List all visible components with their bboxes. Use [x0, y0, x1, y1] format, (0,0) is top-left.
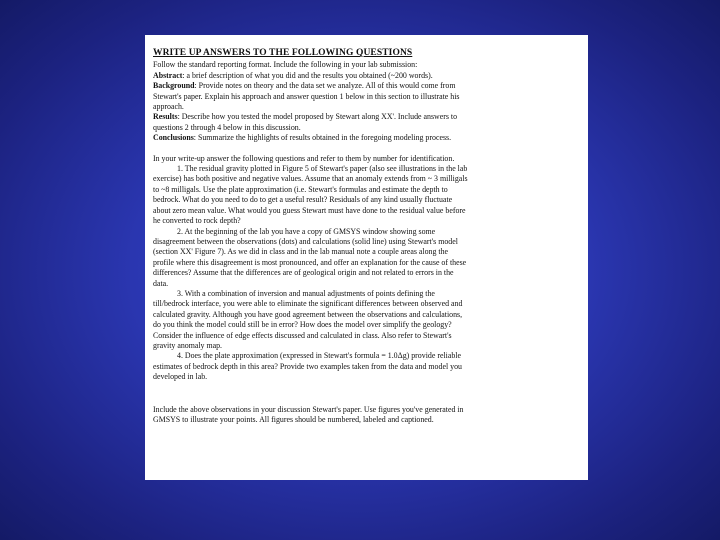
question-line: do you think the model could still be in error? How does the model over simplify the geology?: [153, 320, 452, 330]
question-line: calculated gravity. Although you have good agreement between the observations and calculations,: [153, 309, 463, 319]
question-line: data.: [153, 278, 169, 288]
intro-line: Follow the standard reporting format. Include the following in your lab submission:: [153, 60, 418, 70]
question-line: 1. The residual gravity plotted in Figure 5 of Stewart's paper (also see illustrations in the lab: [177, 164, 468, 174]
section-label: Abstract: [153, 70, 183, 80]
instruction-line: In your write-up answer the following questions and refer to them by number for identification.: [153, 153, 455, 163]
section-abstract: [153, 71, 578, 81]
question-line: till/bedrock interface, you were able to eliminate the significant differences between observed and: [153, 299, 463, 309]
question-2: [153, 227, 578, 289]
section-text: : Provide notes on theory and the data set we analyze. All of this would come from: [194, 81, 456, 91]
section-label: Background: [153, 81, 195, 91]
section-text: : Describe how you tested the model proposed by Stewart along XX'. Include answers to: [177, 112, 458, 122]
question-line: bedrock. What do you need to do to get a useful result? Residuals of any kind usually fluctuate: [153, 195, 453, 205]
section-text: : Summarize the highlights of results obtained in the foregoing modeling process.: [193, 133, 452, 143]
question-line: (section XX' Figure 7). As we did in class and in the lab manual note a couple areas along the: [153, 247, 449, 257]
question-line: he converted to rock depth?: [153, 216, 241, 226]
section-text: approach.: [153, 102, 184, 112]
document-page: [145, 35, 588, 480]
section-text: Stewart's paper. Explain his approach and answer question 1 below in this section to illustrate his: [153, 91, 460, 101]
question-line: profile where this disagreement is most pronounced, and offer an explanation for the cause of these: [153, 257, 467, 267]
section-text: questions 2 through 4 below in this discussion.: [153, 122, 301, 132]
section-text: : a brief description of what you did and the results you obtained (~200 words).: [182, 70, 433, 80]
closing-line: GMSYS to illustrate your points. All figures should be numbered, labeled and captioned.: [153, 415, 434, 424]
closing-paragraph: [153, 405, 578, 426]
question-line: differences? Assume that the differences are of geological origin and not related to errors in the: [153, 268, 454, 278]
page-heading: WRITE UP ANSWERS TO THE FOLLOWING QUESTIONS: [153, 48, 413, 58]
question-1: [153, 164, 578, 226]
section-results: [153, 112, 578, 133]
question-4: [153, 351, 578, 382]
section-label: Conclusions: [153, 133, 194, 143]
question-line: 2. At the beginning of the lab you have a copy of GMSYS window showing some: [177, 226, 436, 236]
question-line: 4. Does the plate approximation (expressed in Stewart's formula = 1.0Δg) provide reliable: [177, 351, 461, 361]
question-line: 3. With a combination of inversion and manual adjustments of points defining the: [177, 288, 435, 298]
question-line: estimates of bedrock depth in this area? Provide two examples taken from the data and model you: [153, 361, 462, 371]
question-line: gravity anomaly map.: [153, 340, 223, 350]
section-label: Results: [153, 112, 178, 122]
section-conclusions: [153, 133, 578, 143]
closing-line: Include the above observations in your discussion Stewart's paper. Use figures you've generated in: [153, 404, 464, 414]
section-background: [153, 81, 578, 112]
question-3: [153, 289, 578, 351]
question-line: disagreement between the observations (dots) and calculations (solid line) using Stewart's model: [153, 236, 458, 246]
question-line: exercise) has both positive and negative values. Assume that an anomaly extends from ~ 3 milligals: [153, 174, 468, 184]
question-line: Consider the influence of edge effects discussed and calculated in class. Also refer to Stewart's: [153, 330, 452, 340]
question-line: developed in lab.: [153, 372, 208, 382]
question-line: about zero mean value. What would you guess Stewart must have done to the residual value before: [153, 205, 466, 215]
question-line: to ~8 milligals. Use the plate approximation (i.e. Stewart's formulas and estimate the depth to: [153, 184, 448, 194]
